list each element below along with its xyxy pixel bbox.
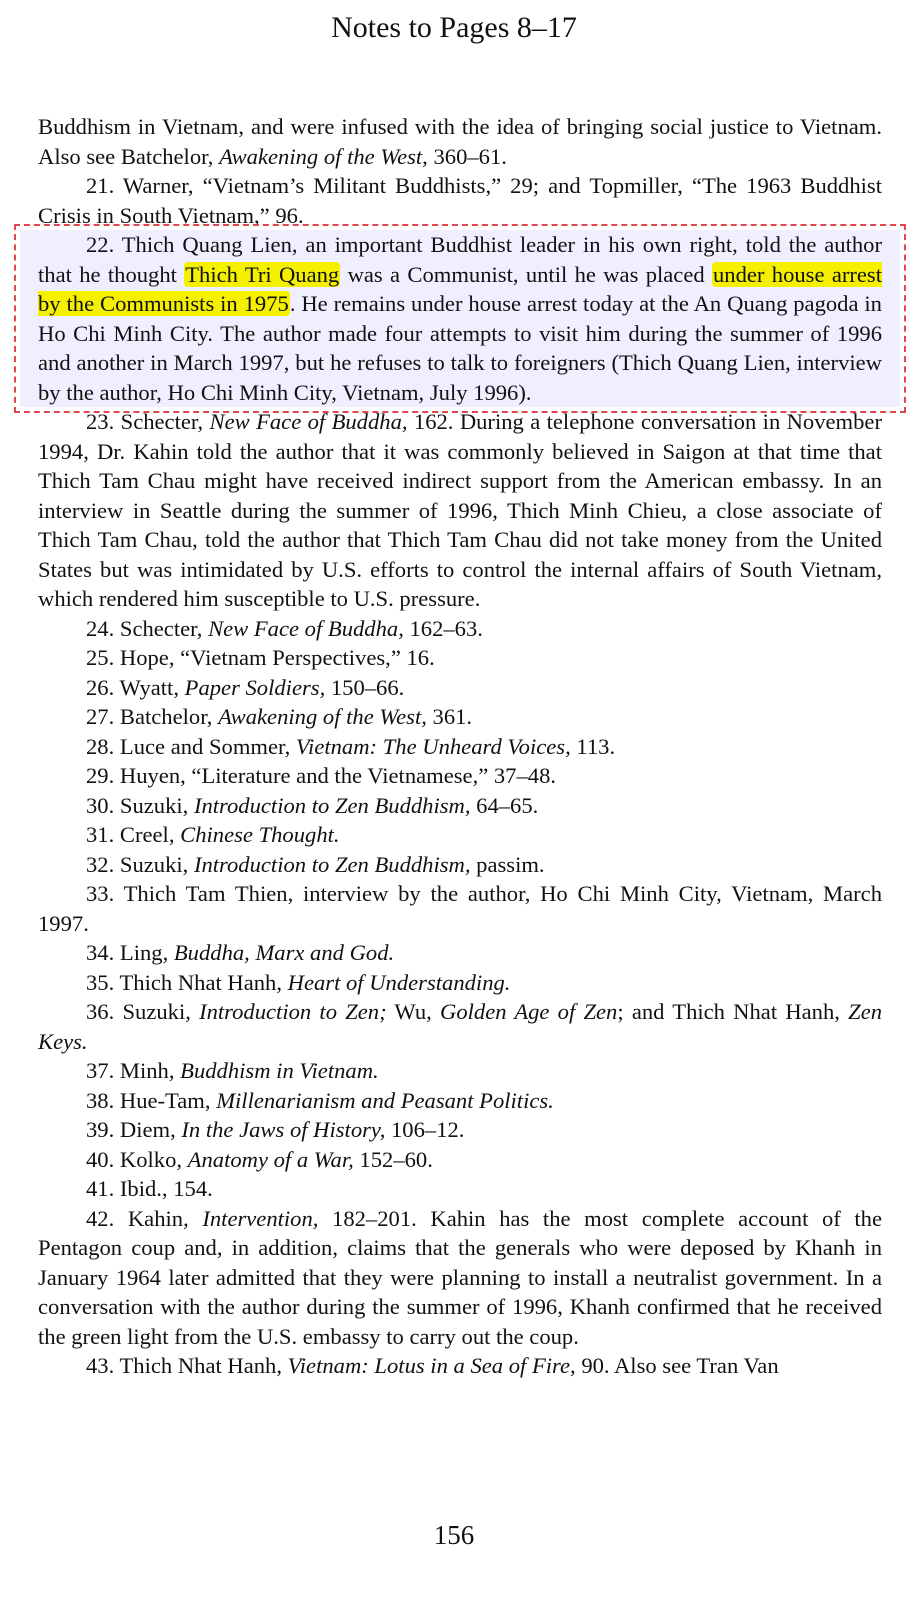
note-title-italic: Anatomy of a War, — [187, 1146, 354, 1172]
note-text: passim. — [470, 851, 545, 877]
note-text: 360–61. — [427, 143, 507, 169]
note-text: 29. Huyen, “Literature and the Vietnamese,” 37–48. — [86, 763, 557, 788]
note-33 — [38, 879, 882, 938]
note-37 — [38, 1056, 882, 1086]
note-title-italic: Vietnam: The Unheard Voices, — [295, 733, 571, 759]
note-39 — [38, 1115, 882, 1145]
note-38 — [38, 1086, 882, 1116]
note-text: 41. Ibid., 154. — [86, 1176, 213, 1201]
note-43 — [38, 1351, 882, 1381]
notes-body — [38, 112, 882, 1381]
note-25 — [38, 643, 882, 673]
note-text: was a Communist, until he was placed — [340, 261, 712, 287]
note-text: 30. Suzuki, — [86, 792, 194, 818]
note-41 — [38, 1174, 882, 1204]
note-text: 361. — [426, 704, 473, 729]
note-text: 24. Schecter, — [86, 615, 209, 641]
note-text: ; and Thich Nhat Hanh, — [617, 999, 849, 1024]
note-text: 162–63. — [403, 615, 483, 641]
note-27 — [38, 702, 882, 732]
note-text: Wu, — [386, 999, 441, 1024]
note-text: 21. Warner, “Vietnam’s Militant Buddhists,” 29; and Topmiller, “The 1963 Buddhist Crisis in South Vietnam,” 96. — [38, 173, 882, 228]
note-text: 33. Thich Tam Thien, interview by the author, Ho Chi Minh City, Vietnam, March 1997. — [38, 881, 882, 936]
note-text: 150–66. — [325, 674, 405, 700]
note-28 — [38, 732, 882, 762]
note-text: 43. Thich Nhat Hanh, — [86, 1353, 288, 1378]
note-text: 26. Wyatt, — [86, 674, 185, 700]
note-text: 38. Hue-Tam, — [86, 1087, 217, 1113]
note-40 — [38, 1145, 882, 1175]
note-title-italic: Buddhism in Vietnam. — [180, 1058, 379, 1083]
note-continuation — [38, 112, 882, 171]
note-title-italic: Paper Soldiers, — [184, 674, 326, 700]
note-text: 37. Minh, — [86, 1058, 181, 1083]
note-title-italic: Zen Keys. — [38, 999, 883, 1054]
note-text: 28. Luce and Sommer, — [86, 733, 296, 759]
note-text: 64–65. — [470, 792, 539, 818]
note-text: 162. During a telephone conversation in November 1994, Dr. Kahin told the author that it was commonly believed in Saigon at that time that Thich Tam Chau might have received indirect support from the American embassy. In an interview in Seattle during the summer of 1996, Thich Minh Chieu, a close associate of Thich Tam Chau, told the author that Thich Tam Chau did not take money from the United States but was intimidated by U.S. efforts to control the internal affairs of South Vietnam, which rendered him susceptible to U.S. pressure. — [38, 409, 882, 611]
note-text: 39. Diem, — [86, 1117, 182, 1142]
note-text: 23. Schecter, — [86, 409, 210, 434]
note-text: Buddhism in Vietnam, and were infused with the idea of bringing social justice to Vietnam. Also see Batchelor, — [38, 114, 882, 169]
note-text: 31. Creel, — [86, 822, 181, 847]
note-26 — [38, 673, 882, 703]
note-title-italic: New Face of Buddha, — [208, 615, 404, 641]
note-text: . He remains under house arrest today at the An Quang pagoda in Ho Chi Minh City. The author made four attempts to visit him during the summer of 1996 and another in March 1997, but he refuses to talk to foreigners (Thich Quang Lien, interview by the author, Ho Chi Minh City, Vietnam, July 1996). — [38, 291, 882, 405]
note-text: 40. Kolko, — [86, 1146, 188, 1172]
note-text: 25. Hope, “Vietnam Perspectives,” 16. — [86, 645, 435, 670]
note-title-italic: Intervention, — [202, 1205, 319, 1231]
note-21 — [38, 171, 882, 230]
note-text: 113. — [570, 733, 616, 759]
note-29 — [38, 761, 882, 791]
note-24 — [38, 614, 882, 644]
note-title-italic: Awakening of the West, — [218, 704, 427, 729]
note-title-italic: In the Jaws of History, — [181, 1117, 386, 1142]
note-text: 106–12. — [385, 1117, 465, 1142]
note-text: 182–201. Kahin has the most complete account of the Pentagon coup and, in addition, claims that the generals who were deposed by Khanh in January 1964 later admitted that they were planning to install a neutralist government. In a conversation with the author during the summer of 1996, Khanh confirmed that he received the green light from the U.S. embassy to carry out the coup. — [38, 1205, 883, 1349]
page-title: Notes to Pages 8–17 — [331, 11, 577, 44]
note-31 — [38, 820, 882, 850]
note-title-italic: Introduction to Zen Buddhism, — [193, 792, 471, 818]
note-text: 32. Suzuki, — [86, 851, 194, 877]
note-title-italic: Heart of Understanding. — [287, 969, 511, 995]
note-36 — [38, 997, 882, 1056]
note-35 — [38, 968, 882, 998]
page-number: 156 — [433, 1520, 475, 1550]
note-title-italic: Vietnam: Lotus in a Sea of Fire, — [287, 1353, 576, 1378]
note-text: 34. Ling, — [86, 940, 174, 965]
note-text: 90. Also see Tran Van — [575, 1353, 779, 1378]
note-title-italic: Chinese Thought. — [180, 822, 340, 847]
note-text: 35. Thich Nhat Hanh, — [86, 969, 288, 995]
note-text: 42. Kahin, — [86, 1205, 203, 1231]
highlighted-text: Thich Tri Quang — [185, 261, 340, 287]
note-32 — [38, 850, 882, 880]
note-text: 36. Suzuki — [86, 999, 186, 1024]
note-34 — [38, 938, 882, 968]
note-title-italic: Golden Age of Zen — [440, 999, 618, 1024]
note-22-highlight-box — [20, 230, 900, 407]
note-title-italic: New Face of Buddha, — [209, 409, 408, 434]
note-title-italic: Buddha, Marx and God. — [173, 940, 395, 965]
note-text: 152–60. — [353, 1146, 433, 1172]
note-42 — [38, 1204, 882, 1352]
note-text: 27. Batchelor, — [86, 704, 219, 729]
note-30 — [38, 791, 882, 821]
note-title-italic: , Introduction to Zen; — [185, 999, 387, 1024]
note-title-italic: Awakening of the West, — [219, 143, 428, 169]
highlighted-text: under house arrest by the Communists in 1975 — [38, 261, 882, 316]
note-23 — [38, 407, 882, 614]
note-title-italic: Millenarianism and Peasant Politics. — [216, 1087, 554, 1113]
note-title-italic: Introduction to Zen Buddhism, — [193, 851, 471, 877]
note-text: 22. Thich Quang Lien, an important Buddhist leader in his own right, told the author that he thought — [38, 232, 882, 287]
